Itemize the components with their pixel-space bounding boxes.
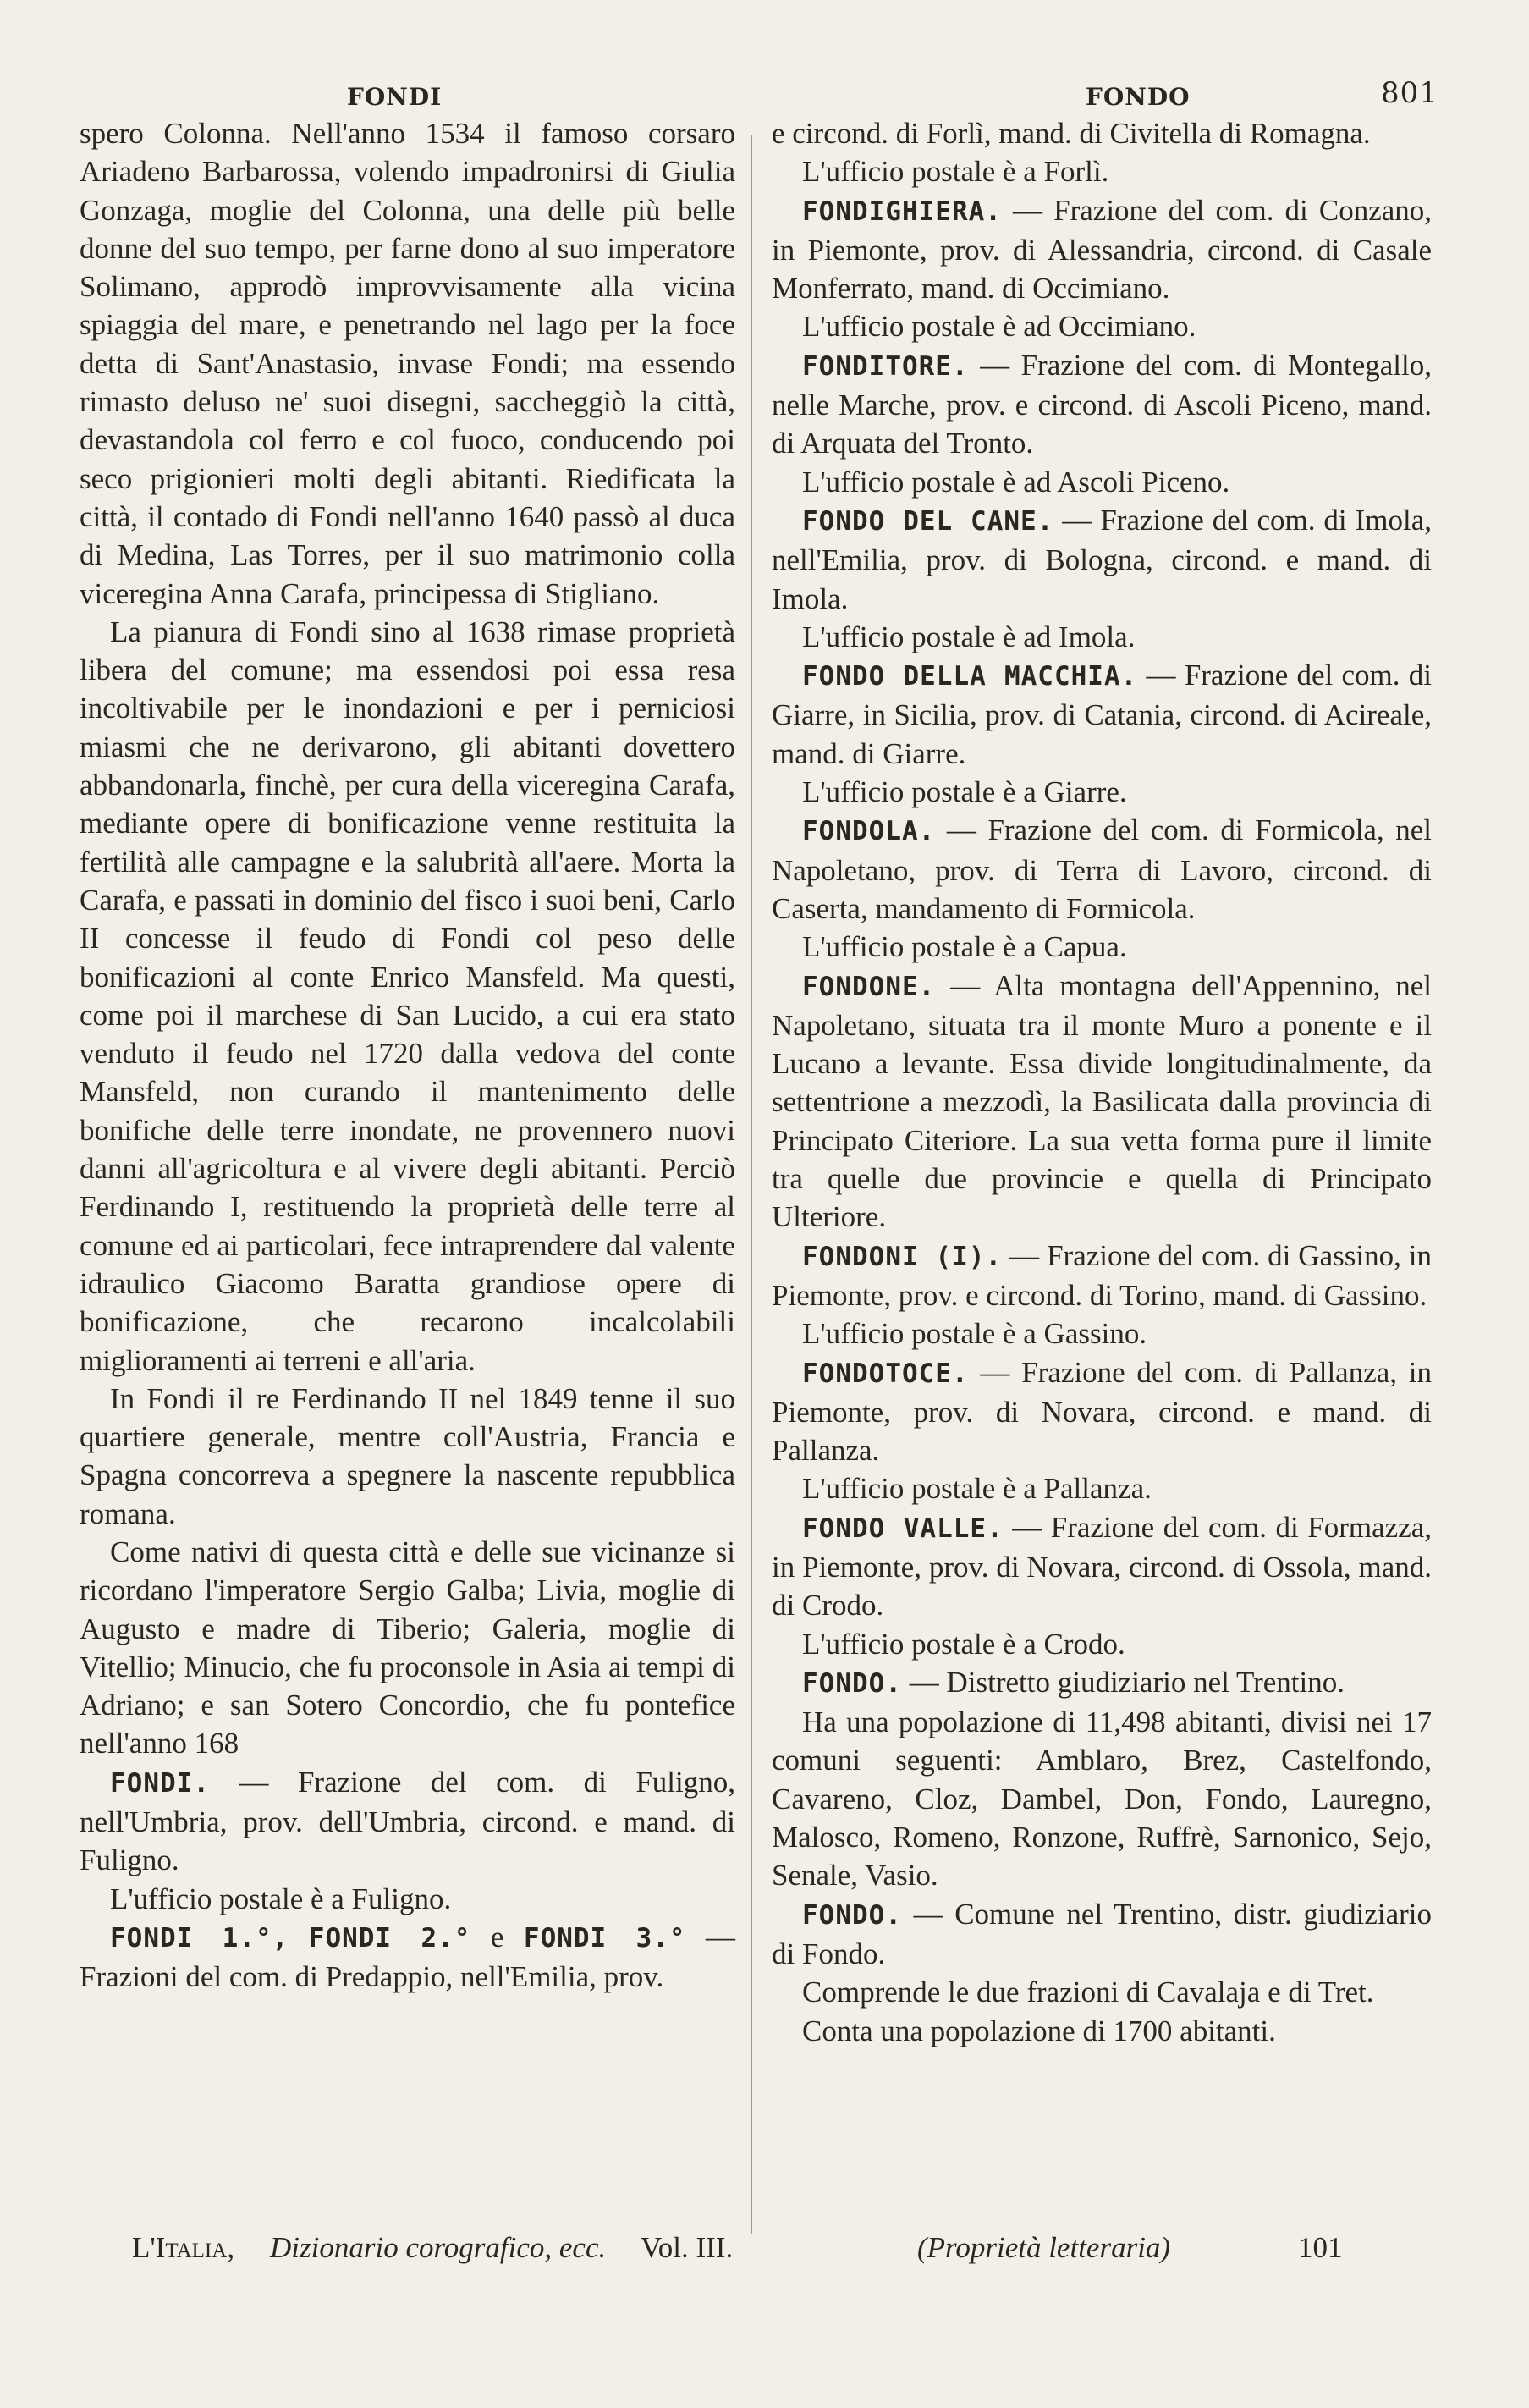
- entry-list: [772, 191, 1432, 1663]
- entry-term: FONDI 2.°: [308, 1922, 471, 1953]
- entry-conjunction: e: [490, 1920, 504, 1953]
- entry-dash: —: [1062, 503, 1092, 537]
- entry-text: Frazione del com. di Conzano, in Piemonte, prov. di Alessandria, circond. di Casale Monferrato, mand. di Occimiano.: [772, 193, 1433, 306]
- entry-postal: L'ufficio postale è ad Ascoli Piceno.: [802, 465, 1230, 499]
- entry-dash: —: [1013, 193, 1043, 227]
- entry-text: Frazione del com. di Pallanza, in Piemonte, prov. di Novara, circond. e mand. di Pallanza.: [772, 1355, 1433, 1468]
- entry-term: FONDO DELLA MACCHIA.: [802, 661, 1138, 692]
- footer-volume: Vol. III.: [641, 2231, 734, 2264]
- entry-dash: —: [1012, 1510, 1042, 1544]
- dictionary-entry: [772, 346, 1432, 463]
- paragraph: Come nativi di questa città e delle sue vicinanze si ricordano l'imperatore Sergio Galba; Livia, moglie di Augusto e madre di Tiberio; Galeria, moglie di Vitellio; Minucio, che fu proconsole in Asia ai tempi di Adriano; e san Sotero Concordio, che fu pontefice nell'anno 168: [80, 1535, 735, 1761]
- entry-dash: —: [239, 1765, 269, 1799]
- entry-term: FONDI.: [110, 1767, 210, 1799]
- entry-dash: —: [1009, 1238, 1040, 1272]
- entry-detail: Comprende le due frazioni di Cavalaja e di Tret.: [802, 1975, 1374, 2009]
- entry-dash: —: [909, 1665, 939, 1699]
- continuation-text: e circond. di Forlì, mand. di Civitella di Romagna.: [772, 117, 1371, 150]
- dictionary-entry: [772, 1237, 1432, 1315]
- left-column: [80, 114, 735, 1997]
- entry-term: FONDO DEL CANE.: [802, 505, 1054, 537]
- entry-postal: L'ufficio postale è a Crodo.: [802, 1627, 1125, 1661]
- paragraph: spero Colonna. Nell'anno 1534 il famoso corsaro Ariadeno Barbarossa, volendo impadronirsi di Giulia Gonzaga, moglie del Colonna, una delle più belle donne del suo tempo, per farne dono al suo imperatore Solimano, approdò improvvisamente alla vicina spiaggia del mare, e penetrando nel lago per la foce detta di Sant'Anastasio, invase Fondi; ma essendo rimasto deluso ne' suoi disegni, saccheggiò la città, devastandola col ferro e col fuoco, conducendo poi seco prigionieri molti degli abitanti. Riedificata la città, il contado di Fondi nell'anno 1640 passò al duca di Medina, Las Torres, per il suo matrimonio colla viceregina Anna Carafa, principessa di Stigliano.: [80, 117, 735, 610]
- entry-term: FONDI 3.°: [523, 1922, 686, 1953]
- entry-postal: L'ufficio postale è a Capua.: [802, 930, 1127, 964]
- entry-detail: Ha una popolazione di 11,498 abitanti, divisi nei 17 comuni seguenti: Amblaro, Brez, Castelfondo, Cavareno, Cloz, Dambel, Don, Fondo, Lauregno, Malosco, Romeno, Ronzone, Ruffrè, Sarnonico, Sejo, Senale, Vasio.: [772, 1705, 1432, 1893]
- entry-text: Frazione del com. di Giarre, in Sicilia, prov. di Catania, circond. di Acireale, mand. di Giarre.: [772, 658, 1433, 770]
- footer-work-title: L'Italia,: [132, 2231, 235, 2264]
- entry-dash: —: [980, 348, 1010, 382]
- entry-text: Frazione del com. di Gassino, in Piemonte, prov. e circond. di Torino, mand. di Gassino.: [772, 1238, 1433, 1312]
- entry-text: Frazione del com. di Imola, nell'Emilia, prov. di Bologna, circond. e mand. di Imola.: [772, 503, 1433, 615]
- entry-term: FONDITORE.: [802, 350, 969, 382]
- entry-text: Frazione del com. di Fuligno, nell'Umbria, prov. dell'Umbria, circond. e mand. di Fuligno.: [80, 1765, 735, 1877]
- entry-term: FONDOTOCE.: [802, 1358, 969, 1389]
- dictionary-entry: [772, 501, 1432, 618]
- entry-text: Frazioni del com. di Predappio, nell'Emilia, prov.: [80, 1960, 664, 1994]
- entry-text: Comune nel Trentino, distr. giudiziario di Fondo.: [772, 1897, 1433, 1970]
- entry-postal: L'ufficio postale è a Gassino.: [802, 1317, 1147, 1351]
- entry-text: Frazione del com. di Montegallo, nelle Marche, prov. e circond. di Ascoli Piceno, mand. di Arquata del Tronto.: [772, 348, 1432, 460]
- entry-text: Distretto giudiziario nel Trentino.: [946, 1665, 1345, 1699]
- paragraph: In Fondi il re Ferdinando II nel 1849 tenne il suo quartiere generale, mentre coll'Austria, Francia e Spagna concorreva a spegnere la nascente repubblica romana.: [80, 1381, 735, 1530]
- right-column: [772, 114, 1432, 2050]
- entry-fondi-multi: [80, 1918, 735, 1997]
- dictionary-entry: [772, 811, 1432, 928]
- entry-text: Frazione del com. di Formicola, nel Napoletano, prov. di Terra di Lavoro, circond. di Caserta, mandamento di Formicola.: [772, 813, 1433, 925]
- entry-postal: L'ufficio postale è ad Occimiano.: [802, 310, 1196, 344]
- entry-term: FONDONI (I).: [802, 1241, 1003, 1272]
- entry-term: FONDO.: [802, 1899, 902, 1931]
- entry-fondi: [80, 1763, 735, 1880]
- dictionary-entry: [772, 1353, 1432, 1470]
- running-head-right: FONDO: [1086, 83, 1191, 111]
- dictionary-entry: [772, 1508, 1432, 1625]
- entry-postal: L'ufficio postale è ad Imola.: [802, 620, 1136, 653]
- entry-term: FONDI 1.°,: [110, 1922, 289, 1953]
- entry-dash: —: [980, 1355, 1010, 1389]
- entry-fondo-district: [772, 1663, 1432, 1703]
- entry-postal: L'ufficio postale è a Giarre.: [802, 775, 1127, 809]
- column-divider: [751, 135, 752, 2234]
- entry-term: FONDONE.: [802, 971, 936, 1002]
- entry-text: Frazione del com. di Formazza, in Piemonte, prov. di Novara, circond. di Ossola, mand. di Crodo.: [772, 1510, 1432, 1623]
- entry-fondo-comune: [772, 1895, 1432, 1974]
- entry-detail: Conta una popolazione di 1700 abitanti.: [802, 2014, 1276, 2047]
- entry-dash: —: [913, 1897, 943, 1931]
- entry-postal: L'ufficio postale è a Pallanza.: [802, 1472, 1152, 1506]
- entry-term: FONDO.: [802, 1667, 902, 1699]
- running-head-left: FONDI: [347, 83, 443, 111]
- page-footer: [80, 2231, 1433, 2272]
- entry-postal: L'ufficio postale è a Fuligno.: [110, 1882, 452, 1915]
- footer-rights: (Proprietà letteraria): [917, 2231, 1171, 2264]
- entry-dash: —: [946, 813, 976, 847]
- entry-dash: —: [706, 1920, 736, 1953]
- dictionary-entry: [772, 967, 1432, 1237]
- footer-work-subtitle: Dizionario corografico, ecc.: [270, 2231, 607, 2264]
- dictionary-entry: [772, 191, 1432, 308]
- footer-signature: 101: [1298, 2231, 1343, 2264]
- entry-term: FONDIGHIERA.: [802, 196, 1002, 227]
- entry-term: FONDO VALLE.: [802, 1513, 1004, 1544]
- entry-postal: L'ufficio postale è a Forlì.: [802, 155, 1109, 189]
- paragraph: La pianura di Fondi sino al 1638 rimase proprietà libera del comune; ma essendosi poi essa resa incoltivabile per le inondazioni e per i perniciosi miasmi che ne derivarono, gli abitanti dovettero abbandonarla, finchè, per cura della viceregina Carafa, mediante opere di bonificazione venne restituita la fertilità alle campagne e la salubrità all'aere. Morta la Carafa, e passati in dominio del fisco i suoi beni, Carlo II concesse il feudo di Fondi col peso delle bonificazioni al conte Enrico Mansfeld. Ma questi, come poi il marchese di San Lucido, a cui era stato venduto il feudo nel 1720 dalla vedova del conte Mansfeld, non curando il mantenimento delle bonifiche delle terre inondate, ne provennero nuovi danni all'agricoltura e al vivere degli abitanti. Perciò Ferdinando I, restituendo la proprietà delle terre al comune ed ai particolari, fece intraprendere dal valente idraulico Giacomo Baratta grandiose opere di bonificazione, che recarono incalcolabili miglioramenti ai terreni e all'aria.: [80, 614, 735, 1377]
- dictionary-entry: [772, 656, 1432, 773]
- page-number: 801: [1381, 76, 1438, 110]
- entry-dash: —: [1146, 658, 1176, 692]
- entry-dash: —: [950, 968, 981, 1002]
- entry-text: Alta montagna dell'Appennino, nel Napoletano, situata tra il monte Muro a ponente e il Lucano a levante. Essa divide longitudinalmente, da settentrione a mezzodì, la Basilicata dalla provincia di Principato Citeriore. La sua vetta forma pure il limite tra quelle due provincie e quella di Principato Ulteriore.: [772, 968, 1433, 1234]
- entry-term: FONDOLA.: [802, 816, 936, 847]
